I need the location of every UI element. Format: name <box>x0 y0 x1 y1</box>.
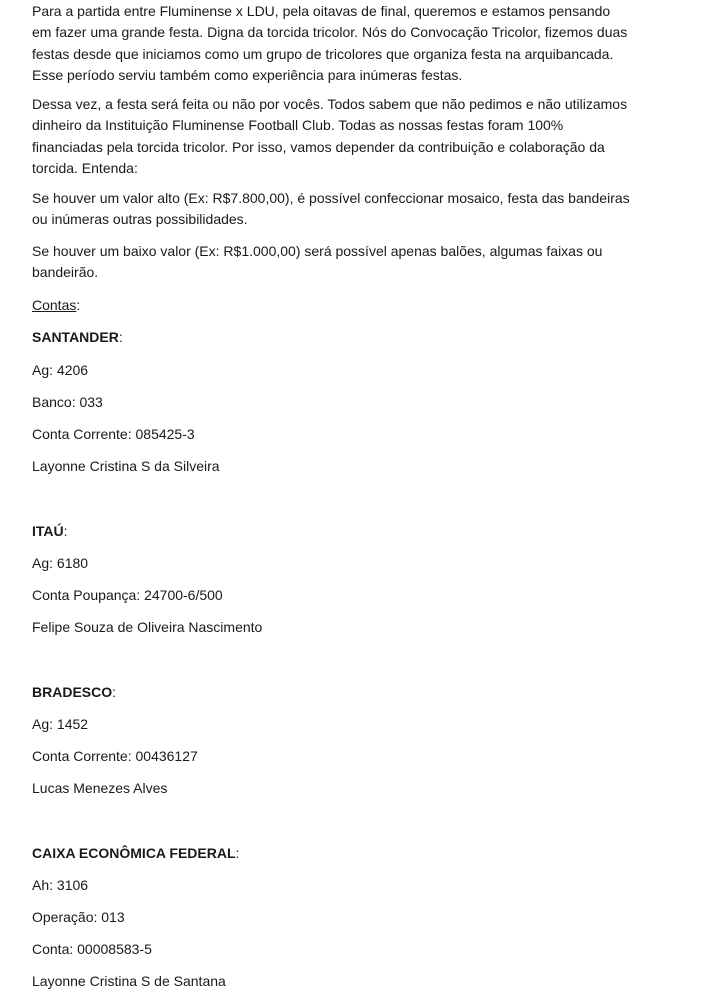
contas-label-text: Contas <box>32 297 77 313</box>
bank-heading-colon: : <box>118 329 123 345</box>
bank-line: Conta: 00008583-5 <box>32 941 152 957</box>
intro-paragraph: Para a partida entre Fluminense x LDU, pela oitavas de final, queremos e estamos pensando em fazer uma grande festa. Digna da torcida tricolor. Nós do Convocação Tricolor, fizemos duas festas desde que iniciamos como um grupo de tricolores que organiza festa na arquibancada. Esse período serviu também como experiência para inúmeras festas. <box>32 3 628 83</box>
bank-line: Ag: 6180 <box>32 555 89 571</box>
bank-line: Ag: 4206 <box>32 362 89 378</box>
bank-heading-itau <box>32 521 68 541</box>
bank-line: Layonne Cristina S da Silveira <box>32 458 220 474</box>
bank-heading-caixa <box>32 843 239 863</box>
intro-paragraph: Se houver um valor alto (Ex: R$7.800,00), é possível confeccionar mosaico, festa das bandeiras ou inúmeras outras possibilidades. <box>32 190 630 228</box>
contas-label-colon: : <box>76 297 81 313</box>
bank-line: Conta Poupança: 24700-6/500 <box>32 587 223 603</box>
bank-name: SANTANDER <box>32 329 119 345</box>
bank-name: ITAÚ <box>32 523 64 539</box>
bank-line: Ag: 1452 <box>32 716 89 732</box>
bank-line: Ah: 3106 <box>32 877 89 893</box>
bank-heading-santander <box>32 327 123 347</box>
bank-line: Banco: 033 <box>32 394 103 410</box>
bank-heading-colon: : <box>112 684 117 700</box>
bank-name: BRADESCO <box>32 684 113 700</box>
bank-line: Layonne Cristina S de Santana <box>32 973 226 989</box>
bank-line: Conta Corrente: 085425-3 <box>32 426 195 442</box>
intro-paragraph: Dessa vez, a festa será feita ou não por vocês. Todos sabem que não pedimos e não utilizamos dinheiro da Instituição Fluminense Football Club. Todas as nossas festas foram 100% financiadas pela torcida tricolor. Por isso, vamos depender da contribuição e colaboração da torcida. Entenda: <box>32 96 628 176</box>
bank-heading-colon: : <box>235 845 240 861</box>
bank-line: Operação: 013 <box>32 909 125 925</box>
bank-heading-colon: : <box>63 523 68 539</box>
bank-heading-bradesco <box>32 682 116 702</box>
intro-paragraph: Se houver um baixo valor (Ex: R$1.000,00) será possível apenas balões, algumas faixas ou bandeirão. <box>32 243 603 281</box>
bank-line: Conta Corrente: 00436127 <box>32 748 198 764</box>
bank-line: Lucas Menezes Alves <box>32 780 168 796</box>
bank-name: CAIXA ECONÔMICA FEDERAL <box>32 845 236 861</box>
contas-label <box>32 295 80 315</box>
bank-line: Felipe Souza de Oliveira Nascimento <box>32 619 263 635</box>
